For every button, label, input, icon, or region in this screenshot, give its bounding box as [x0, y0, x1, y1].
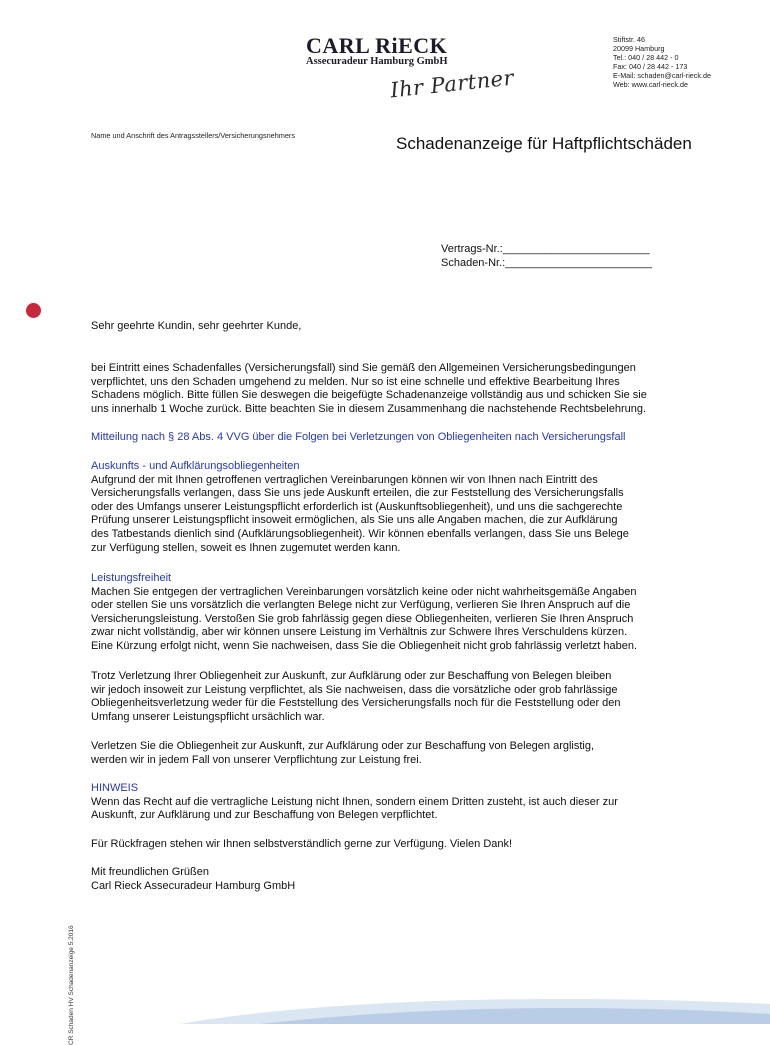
section-line: oder des Umfangs unserer Leistungspflicht erforderlich ist (Auskunftsobliegenheit), und uns die sachgerechte — [91, 500, 623, 513]
address-street: Stiftstr. 46 — [613, 35, 645, 44]
section-heading: Leistungsfreiheit — [91, 572, 172, 584]
paragraph-line: Trotz Verletzung Ihrer Obliegenheit zur Auskunft, zur Aufklärung oder zur Beschaffung von Belegen bleiben — [91, 670, 612, 682]
form-version-note: CR Schaden HV Schadenanzeige 5.2016 — [68, 925, 75, 1045]
address-city: 20099 Hamburg — [613, 44, 665, 53]
intro-line: bei Eintritt eines Schadenfalles (Versicherungsfall) sind Sie gemäß den Allgemeinen Versicherungsbedingungen — [91, 362, 636, 374]
hinweis-line: Wenn das Recht auf die vertragliche Leistung nicht Ihnen, sondern einem Dritten zusteht, ist auch dieser zur — [91, 795, 618, 808]
address-fax: Fax: 040 / 28 442 - 173 — [613, 62, 688, 71]
section-line: zwar nicht vollständig, aber wir können unsere Leistung im Verhältnis zur Schwere Ihres Verschuldens kürzen. — [91, 626, 628, 639]
address-web[interactable]: Web: www.carl-rieck.de — [613, 80, 688, 89]
intro-paragraph — [91, 362, 741, 416]
section-line: Prüfung unserer Leistungspflicht insoweit ermöglichen, als Sie uns alle Angaben machen, die zur Aufklärung — [91, 514, 618, 527]
hinweis-line: Auskunft, zur Aufklärung und zur Beschaffung von Belegen verpflichtet. — [91, 809, 438, 822]
section-leistungsfreiheit — [91, 572, 741, 654]
logo-slogan: Ihr Partner — [389, 65, 516, 103]
company-logo: CARL RiECK — [306, 33, 448, 58]
company-address — [613, 35, 711, 89]
intro-line: verpflichtet, uns den Schaden umgehend zu melden. Nur so ist eine schnelle und effektive Bearbeitung Ihres — [91, 375, 620, 388]
paragraph-line: Obliegenheitsverletzung weder für die Feststellung des Versicherungsfalls noch für die Feststellung oder den — [91, 697, 621, 710]
paragraph-line: werden wir in jedem Fall von unserer Verpflichtung zur Leistung frei. — [91, 753, 422, 766]
section-auskunft — [91, 460, 741, 555]
address-phone: Tel.: 040 / 28 442 - 0 — [613, 53, 679, 62]
section-line: zur Verfügung stellen, soweit es Ihnen zugemutet werden kann. — [91, 541, 401, 554]
salutation: Sehr geehrte Kundin, sehr geehrter Kunde, — [91, 320, 302, 332]
company-subtitle: Assecuradeur Hamburg GmbH — [306, 56, 448, 67]
obligation-paragraph — [91, 670, 741, 724]
hinweis-heading: HINWEIS — [91, 782, 139, 794]
signoff — [91, 866, 741, 893]
closing-text: Für Rückfragen stehen wir Ihnen selbstverständlich gerne zur Verfügung. Vielen Dank! — [91, 838, 513, 850]
hinweis-section — [91, 782, 741, 823]
signoff-greeting: Mit freundlichen Grüßen — [91, 866, 209, 878]
section-line: oder stellen Sie uns vorsätzlich die verlangten Belege nicht zur Verfügung, verlieren Sie Ihren Anspruch auf die — [91, 599, 631, 612]
section-line: Eine Kürzung erfolgt nicht, wenn Sie nachweisen, dass Sie die Obliegenheit nicht grob fahrlässig verletzt haben. — [91, 639, 638, 652]
section-line: Aufgrund der mit Ihnen getroffenen vertraglichen Vereinbarungen können wir von Ihnen nach Eintritt des — [91, 473, 598, 486]
intro-line: uns innerhalb 1 Woche zurück. Bitte beachten Sie in diesem Zusammenhang die nachstehende Rechtsbelehrung. — [91, 402, 647, 415]
intro-line: Schadens möglich. Bitte füllen Sie deswegen die beigefügte Schadenanzeige vollständig aus und schicken Sie sie — [91, 389, 647, 402]
paragraph-line: Umfang unserer Leistungspflicht ursächlich war. — [91, 710, 325, 723]
notice-heading: Mitteilung nach § 28 Abs. 4 VVG über die Folgen bei Verletzungen von Obliegenheiten nach Versicherungsfall — [91, 431, 626, 443]
bottom-wave-decoration — [0, 990, 770, 1024]
claim-number-field[interactable]: Schaden-Nr.:________________________ — [441, 257, 653, 269]
contract-number-field[interactable]: Vertrags-Nr.:________________________ — [441, 243, 650, 255]
section-line: Machen Sie entgegen der vertraglichen Vereinbarungen vorsätzlich keine oder nicht wahrheitsgemäße Angaben — [91, 585, 637, 598]
reference-fields — [441, 242, 652, 270]
section-line: Versicherungsleistung. Verstoßen Sie grob fahrlässig gegen diese Obliegenheiten, verlieren Sie Ihren Anspruch — [91, 612, 634, 625]
section-line: Versicherungsfalls verlangen, dass Sie uns jede Auskunft erteilen, die zur Feststellung des Versicherungsfalls — [91, 487, 624, 500]
red-dot-marker — [26, 303, 41, 318]
document-title: Schadenanzeige für Haftpflichtschäden — [396, 134, 692, 153]
applicant-label: Name und Anschrift des Antragsstellers/Versicherungsnehmers — [91, 131, 296, 140]
section-line: des Tatbestands dienlich sind (Aufklärungsobliegenheit). Wir können ebenfalls verlangen, dass Sie uns Belege — [91, 527, 629, 540]
paragraph-line: wir jedoch insoweit zur Leistung verpflichtet, als Sie nachweisen, dass die vorsätzliche oder grob fahrlässige — [91, 683, 618, 696]
signoff-company: Carl Rieck Assecuradeur Hamburg GmbH — [91, 879, 296, 892]
paragraph-line: Verletzen Sie die Obliegenheit zur Auskunft, zur Aufklärung oder zur Beschaffung von Belegen arglistig, — [91, 740, 595, 752]
section-heading: Auskunfts - und Aufklärungsobliegenheiten — [91, 460, 300, 472]
fraud-paragraph — [91, 740, 741, 767]
address-email[interactable]: E-Mail: schaden@carl-rieck.de — [613, 71, 711, 80]
